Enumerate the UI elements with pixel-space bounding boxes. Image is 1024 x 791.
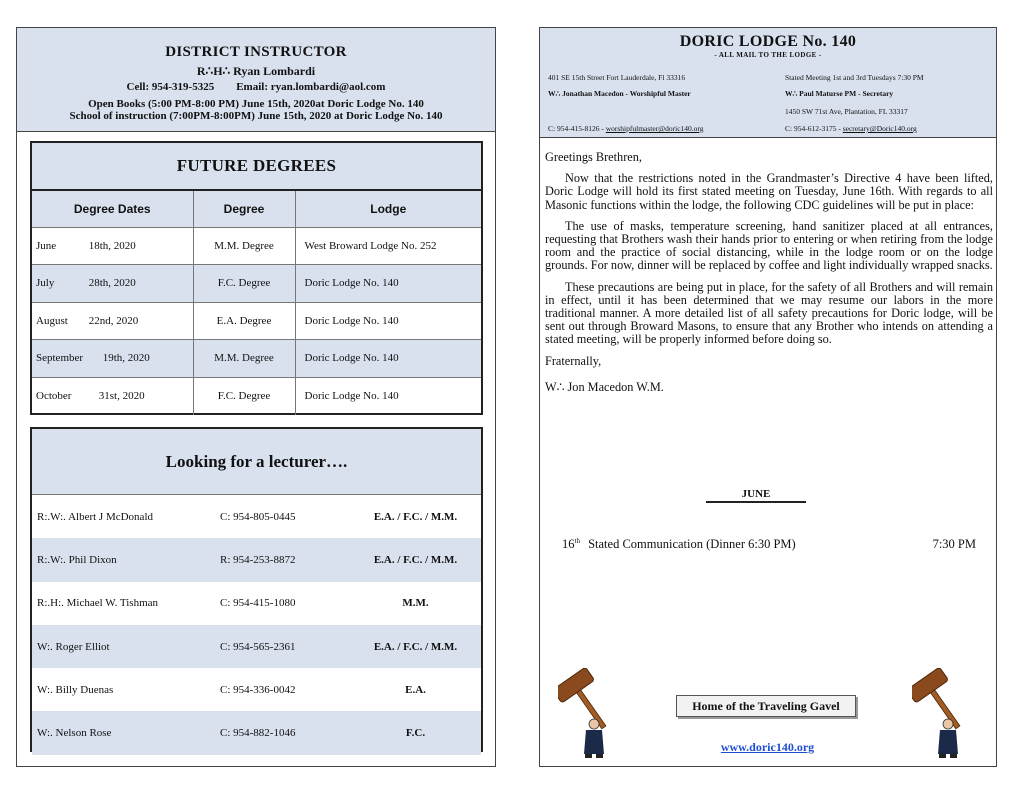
table-row: [32, 495, 481, 538]
doric-lodge-header: [540, 28, 996, 138]
lecturer-degrees: F.C.: [350, 711, 481, 754]
lecturer-name: W:. Billy Duenas: [37, 683, 114, 696]
degree-date: July 28th, 2020: [32, 265, 193, 303]
lecturer-name: R:.W:. Albert J McDonald: [37, 510, 153, 523]
lecturer-degrees: E.A. / F.C. / M.M.: [350, 625, 481, 668]
degree-type: M.M. Degree: [193, 227, 295, 265]
degree-lodge: West Broward Lodge No. 252: [295, 227, 481, 265]
letter-closing: Fraternally,: [545, 353, 602, 368]
lecturer-name: W:. Nelson Rose: [32, 711, 220, 754]
table-row: [32, 625, 481, 668]
table-row: [32, 302, 481, 340]
school-of-instruction-line: School of instruction (7:00PM-8:00PM) June 15th, 2020 at Doric Lodge No. 140: [69, 110, 443, 122]
lecturer-phone: C: 954-805-0445: [220, 510, 296, 523]
degree-date: June 18th, 2020: [32, 227, 193, 265]
degree-date: September 19th, 2020: [32, 340, 193, 378]
degree-lodge: Doric Lodge No. 140: [304, 390, 399, 402]
degree-type: M.M. Degree: [193, 340, 295, 378]
event-time: 7:30 PM: [932, 537, 976, 551]
left-page: [16, 27, 496, 767]
right-page: [539, 27, 997, 767]
degree-date: October 31st, 2020: [32, 377, 193, 415]
table-row: [32, 340, 481, 378]
district-instructor-contact: [17, 81, 495, 93]
degree-type: F.C. Degree: [193, 265, 295, 303]
lecturer-phone: R: 954-253-8872: [220, 538, 350, 581]
future-degrees-box: [30, 141, 483, 415]
letter-paragraph: These precautions are being put in place, for the safety of all Brothers and will remain in effect, until it has been determined that we may resume our labors in the more traditional manner. A more detailed list of all safety precautions for Doric lodge, will be sent out through Broward Masons, to ensure that any Brother who intends on attending a stated meeting, will be properly informed before doing so.: [545, 279, 993, 347]
event-title: Stated Communication (Dinner 6:30 PM): [588, 537, 796, 552]
lodge-address: 401 SE 15th Street Fort Lauderdale, Fl 33316: [548, 73, 686, 82]
secretary-phone: C: 954-612-3175 -: [785, 124, 843, 133]
table-header-row: [32, 191, 481, 227]
wm-email-link[interactable]: worshipfulmaster@doric140.org: [605, 124, 704, 133]
table-row: [32, 668, 481, 711]
district-instructor-header: [17, 28, 495, 132]
column-header-lodge: Lodge: [295, 191, 481, 227]
column-header-degree: Degree: [193, 191, 295, 227]
website-link[interactable]: www.doric140.org: [720, 740, 815, 754]
table-row: [32, 227, 481, 265]
secretary-email-link[interactable]: secretary@Doric140.org: [842, 124, 917, 133]
district-instructor-title: DISTRICT INSTRUCTOR: [165, 44, 347, 60]
wm-phone: C: 954-415-8126 -: [548, 124, 606, 133]
lecturer-degrees: E.A. / F.C. / M.M.: [350, 538, 481, 581]
lodge-title: DORIC LODGE No. 140: [679, 33, 857, 50]
letter-greeting: Greetings Brethren,: [545, 150, 642, 164]
lodge-subtitle: - ALL MAIL TO THE LODGE -: [714, 51, 822, 59]
schedule-event: [562, 537, 976, 552]
letter-paragraph: The use of masks, temperature screening, hand sanitizer placed at all entrances, requesting that Brothers wash their hands prior to entering or when retiring from the lodge room and the practice of social distancing, while in the lodge room or on the lodge grounds. For now, dinner will be replaced by coffee and light individually wrapped snacks.: [545, 218, 993, 273]
lecturer-phone: C: 954-882-1046: [220, 711, 350, 754]
event-day: 16th: [562, 537, 580, 552]
traveling-gavel-box: Home of the Traveling Gavel: [676, 695, 856, 717]
future-degrees-title: FUTURE DEGREES: [32, 143, 481, 191]
lecturer-phone: C: 954-565-2361: [220, 625, 350, 668]
column-header-dates: Degree Dates: [32, 191, 193, 227]
letter-body: [540, 138, 996, 394]
lecturer-degrees: M.M.: [402, 597, 429, 610]
lecturers-box: [30, 427, 483, 752]
table-row: [32, 582, 481, 625]
open-books-line: Open Books (5:00 PM-8:00 PM) June 15th, 2020at Doric Lodge No. 140: [88, 98, 424, 110]
schedule-month: JUNE: [706, 488, 806, 503]
instructor-cell: Cell: 954-319-5325: [126, 81, 215, 93]
secretary-contact: [785, 124, 917, 134]
secretary-address: 1450 SW 71st Ave, Plantation, FL 33317: [785, 107, 908, 116]
lecturers-title: Looking for a lecturer….: [32, 429, 481, 495]
future-degrees-table: [32, 191, 481, 415]
degree-lodge: Doric Lodge No. 140: [295, 340, 481, 378]
district-instructor-name: R∴H∴ Ryan Lombardi: [196, 64, 316, 78]
stated-meeting-info: Stated Meeting 1st and 3rd Tuesdays 7:30 PM: [785, 73, 924, 82]
instructor-email: Email: ryan.lombardi@aol.com: [236, 81, 386, 93]
degree-date: August 22nd, 2020: [32, 302, 193, 340]
lecturer-name: W:. Roger Elliot: [32, 625, 220, 668]
table-row: [32, 265, 481, 303]
degree-lodge: Doric Lodge No. 140: [295, 265, 481, 303]
secretary: W∴ Paul Maturse PM - Secretary: [785, 89, 894, 98]
degree-lodge: Doric Lodge No. 140: [295, 302, 481, 340]
table-row: [32, 377, 481, 415]
lecturer-degrees: E.A. / F.C. / M.M.: [373, 510, 458, 523]
letter-paragraph: Now that the restrictions noted in the Grandmaster’s Directive 4 have been lifted, Doric Lodge will hold its first stated meeting on Tuesday, June 16th. With regards to all Masonic functions within the lodge, the following CDC guidelines will be put in place:: [545, 171, 993, 212]
lecturer-phone: C: 954-415-1080: [220, 597, 296, 610]
degree-type: F.C. Degree: [193, 377, 295, 415]
lecturer-name: R:.W:. Phil Dixon: [32, 538, 220, 581]
gavel-man-icon: [912, 668, 976, 760]
gavel-man-icon: [558, 668, 622, 760]
lecturers-table: [32, 495, 481, 755]
degree-type: E.A. Degree: [193, 302, 295, 340]
table-row: [32, 711, 481, 754]
letter-signature: W∴ Jon Macedon W.M.: [545, 379, 664, 394]
lecturer-degrees: E.A.: [405, 683, 426, 696]
table-row: [32, 538, 481, 581]
lecturer-phone: C: 954-336-0042: [220, 683, 296, 696]
worshipful-master: W∴ Jonathan Macedon - Worshipful Master: [548, 89, 691, 98]
lecturer-name: R:.H:. Michael W. Tishman: [37, 597, 159, 610]
wm-contact: [548, 124, 704, 134]
